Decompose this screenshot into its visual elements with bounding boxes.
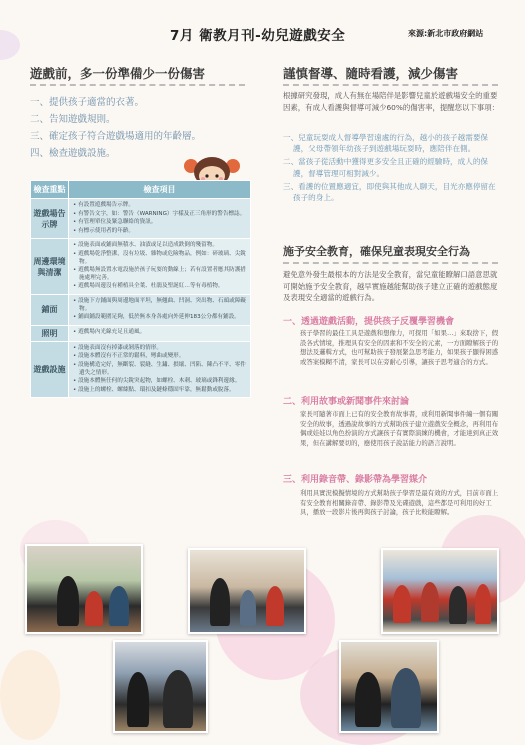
row-category: 照明 [31, 325, 69, 341]
check-item: • 有標示使用者的年齡。 [73, 228, 246, 236]
check-item: • 有警告文字，如：警告（WARNING）字樣及正三角形的警告標誌。 [73, 211, 246, 219]
subsection-title: 三、利用錄音帶、錄影帶為學習媒介 [283, 475, 428, 485]
dashed-divider [283, 84, 498, 86]
table-header-row [31, 181, 251, 199]
decor-blob [0, 650, 60, 740]
check-item: • 鋪面鋪設範圍足夠，低於無本身各處向外延伸183公分都有鋪設。 [73, 314, 246, 322]
check-item: • 設施構造完好，無斷裂、裂縫、生鏽、損壞、凹陷、陳凸不平、零件遺失之情形。 [73, 362, 246, 377]
classroom-photo [113, 640, 208, 733]
table-row [31, 199, 251, 239]
page-header [0, 0, 525, 50]
classroom-photo [188, 548, 306, 634]
check-item: • 有設置遊戲場告示牌。 [73, 202, 246, 210]
check-item: • 設施上的螺栓、螺絲點、環扣及鏈條穩固牢靠，無鬆動或脫落。 [73, 387, 246, 395]
table-row [31, 294, 251, 325]
section-title-before-play: 遊戲前，多一份準備少一份傷害 [30, 66, 206, 81]
check-item: • 設施下方鋪面與周邊地面平坦，無翹曲、凹洞、突出物、石頭或障礙物。 [73, 298, 246, 313]
table-row [31, 239, 251, 295]
subsection-body: 家長可隨著市面上已有的安全教育故事書，或利用新聞事件編一個有關安全的故事，透過說故事的方式幫助孩子建立遊戲安全概念，再利用布偶或娃娃以角色扮演的方式讓孩子有實際演練的機會，才能達到真正效果，但在講解要切的，應使用孩子說話能力的語言說明。 [300, 410, 499, 447]
check-item: • 遊戲場乾淨整潔，沒有垃圾、雜物或危險物品，例如：碎玻璃、尖銳物。 [73, 251, 246, 266]
check-item: • 設施表面或鋪面無積水、油漬或足以造成跌倒的殘留物。 [73, 242, 246, 250]
table-row [31, 325, 251, 341]
check-item: • 有管理單位及緊急聯絡的資訊。 [73, 219, 246, 227]
classroom-photo [381, 548, 499, 634]
checklist-table [30, 180, 251, 398]
list-item: 二、當孩子從活動中獲得更多安全且正確的經驗時，成人的保護，督導管理可相對減少。 [283, 157, 489, 178]
row-items [69, 239, 251, 295]
section-title-supervision: 謹慎督導、隨時看護，減少傷害 [283, 66, 459, 81]
row-category: 周邊環境與清潔 [31, 239, 69, 295]
row-items [69, 199, 251, 239]
dashed-divider [30, 84, 245, 86]
supervision-intro: 根據研究發現，成人有無在場陪伴是影響兒童於遊戲場安全的重要因素，有成人看護與督導可減少60%的傷害率，提醒您以下事項： [283, 91, 499, 112]
subsection-title: 一、透過遊戲活動，提供孩子反覆學習機會 [283, 317, 455, 327]
supervision-list [283, 132, 503, 205]
row-items [69, 294, 251, 325]
check-item: • 設施本體沒有不正常的鬆料，彎曲或變形。 [73, 353, 246, 361]
row-category: 鋪面 [31, 294, 69, 325]
page-title: 7月 衛教月刊-幼兒遊戲安全 [170, 28, 346, 44]
row-category: 遊戲場告示牌 [31, 199, 69, 239]
row-items [69, 341, 251, 398]
check-item: • 遊戲場內光線充足且通風。 [73, 329, 246, 337]
classroom-photo [25, 544, 143, 634]
column-header: 檢查項目 [69, 181, 251, 199]
classroom-photo [339, 640, 439, 733]
list-item: 四、檢查遊戲設施。 [30, 148, 116, 159]
check-item: • 遊戲場無設置水電設施於孩子玩耍的動線上；若有設置者應其防護措施處理完善。 [73, 267, 246, 282]
subsection-body: 利用具實況模擬情境的方式幫助孩子學習是最有效的方式，目前市面上有安全教育相關錄音帶、錄影帶及光碟遊戲，這些都是可利用的好工具，播放一段影片後再與孩子討論，孩子比較能瞭解。 [300, 489, 499, 516]
section-title-education: 施予安全教育，確保兒童表現安全行為 [283, 245, 470, 258]
subsection-body: 孩子學習的最佳工具是遊戲和想像力，可探用「如果…」來取捨下，假設各式情境，推理具有安全的因素和不安全的元素，一方面瞭解孩子的想法及邏輯方式，也可幫助孩子發展緊急思考能力，如果孩子顯得困惑或答案模糊不清，家長可以在旁耐心引導，讓孩子思考適合的方式。 [300, 329, 499, 366]
row-category: 遊戲設施 [31, 341, 69, 398]
column-header: 檢查重點 [31, 181, 69, 199]
check-item: • 遊戲場周邊沒有種植具全葉、杜鵑及聖誕紅…等有毒植物。 [73, 283, 246, 291]
list-item: 一、提供孩子適當的衣著。 [30, 97, 145, 108]
list-item: 三、看護的位置應適宜，即使與其他成人聊天，目光亦應停留在孩子的身上。 [283, 181, 496, 203]
check-item: • 設施表面沒有掉漆或剝落的情形。 [73, 345, 246, 353]
list-item: 一、兒童玩耍成人督導學習遠處的行為，越小的孩子越需要保護，父母帶領年幼孩子到遊戲場玩耍時，應陪伴在側。 [283, 133, 489, 154]
check-item: • 設施本體無任何的尖銳突起物，如螺栓、木刺、玻璃或鋒利邊緣。 [73, 378, 246, 386]
list-item: 二、告知遊戲規則。 [30, 114, 116, 125]
education-intro: 避免意外發生最根本的方法是安全教育，當兒童能瞭解口語意思就可開始施予安全教育，越早實施越能幫助孩子建立正確的遊戲態度及表現安全適當的遊戲行為。 [283, 270, 498, 302]
girl-cartoon-icon [183, 150, 241, 182]
source-label: 來源:新北市政府網站 [408, 29, 484, 38]
list-item: 三、確定孩子符合遊戲場適用的年齡層。 [30, 131, 202, 142]
row-items [69, 325, 251, 341]
subsection-title: 二、利用故事或新聞事件來討論 [283, 397, 410, 407]
dashed-divider [283, 262, 498, 264]
table-row [31, 341, 251, 398]
